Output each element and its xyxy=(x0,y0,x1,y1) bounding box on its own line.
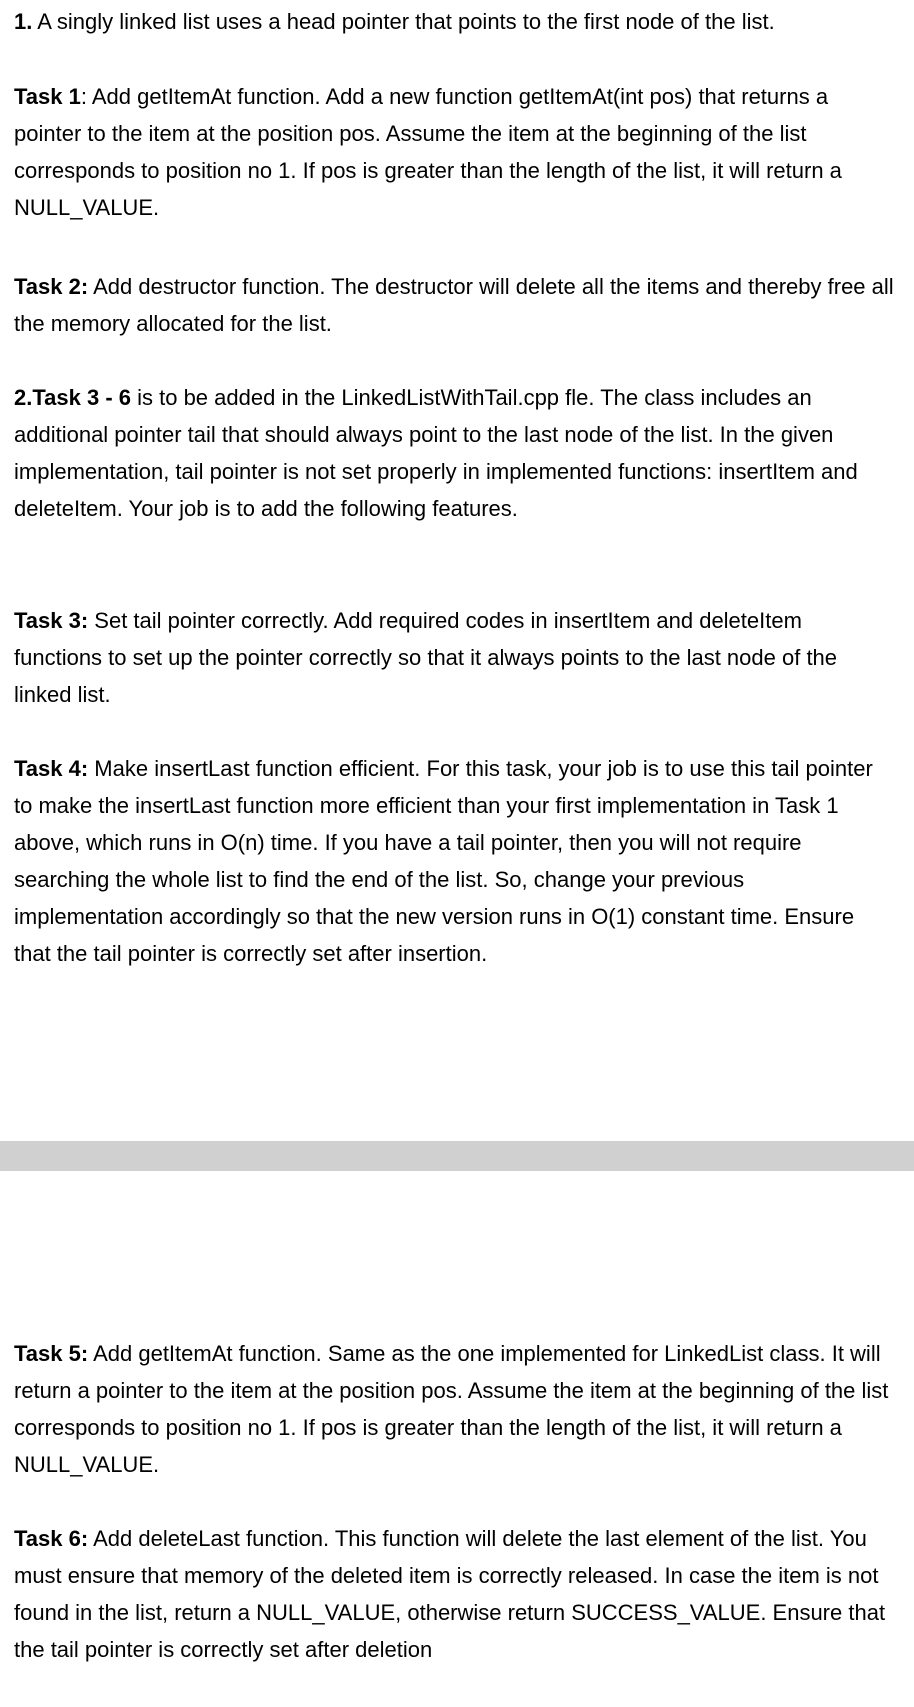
page-divider xyxy=(0,1141,914,1171)
paragraph xyxy=(14,268,894,342)
task-4 xyxy=(14,750,894,972)
paragraph xyxy=(14,379,894,527)
task-3 xyxy=(14,602,894,713)
paragraph-text: Set tail pointer correctly. Add required codes in insertItem and deleteItem functions to set up the pointer correctly so that it always points to the last node of the linked list. xyxy=(14,608,838,707)
paragraph-text: Add getItemAt function. Same as the one implemented for LinkedList class. It will return a pointer to the item at the position pos. Assume the item at the beginning of the list corresponds to position no 1. If pos is greater than the length of the list, it will return a NULL_VALUE. xyxy=(14,1341,889,1477)
paragraph xyxy=(14,750,894,972)
section-2-intro xyxy=(14,379,894,527)
paragraph xyxy=(14,3,894,40)
paragraph-text: is to be added in the LinkedListWithTail.cpp fle. The class includes an additional pointer tail that should always point to the last node of the list. In the given implementation, tail pointer is not set properly in implemented functions: insertItem and deleteItem. Your job is to add the following features. xyxy=(14,385,858,521)
section-label: 2.Task 3 - 6 xyxy=(14,385,131,410)
paragraph-text: : Add getItemAt function. Add a new function getItemAt(int pos) that returns a pointer to the item at the position pos. Assume the item at the beginning of the list corresponds to position no 1. If pos is greater than the length of the list, it will return a NULL_VALUE. xyxy=(14,84,842,220)
section-number: 1. xyxy=(14,9,33,34)
task-label: Task 5: xyxy=(14,1341,89,1366)
task-label: Task 4: xyxy=(14,756,89,781)
task-label: Task 3: xyxy=(14,608,89,633)
task-6 xyxy=(14,1520,894,1668)
paragraph-text: Add destructor function. The destructor will delete all the items and thereby free all the memory allocated for the list. xyxy=(14,274,894,336)
paragraph-text: Make insertLast function efficient. For this task, your job is to use this tail pointer to make the insertLast function more efficient than your first implementation in Task 1 above, which runs in O(n) time. If you have a tail pointer, then you will not require searching the whole list to find the end of the list. So, change your previous implementation accordingly so that the new version runs in O(1) constant time. Ensure that the tail pointer is correctly set after insertion. xyxy=(14,756,873,966)
section-1-intro xyxy=(14,3,894,40)
task-label: Task 1 xyxy=(14,84,81,109)
task-label: Task 6: xyxy=(14,1526,89,1551)
paragraph xyxy=(14,1335,894,1483)
paragraph-text: Add deleteLast function. This function will delete the last element of the list. You must ensure that memory of the deleted item is correctly released. In case the item is not found in the list, return a NULL_VALUE, otherwise return SUCCESS_VALUE. Ensure that the tail pointer is correctly set after deletion xyxy=(14,1526,886,1662)
paragraph-text: A singly linked list uses a head pointer that points to the first node of the list. xyxy=(32,9,775,34)
paragraph xyxy=(14,78,894,226)
task-2 xyxy=(14,268,894,342)
paragraph xyxy=(14,602,894,713)
task-label: Task 2: xyxy=(14,274,89,299)
paragraph xyxy=(14,1520,894,1668)
task-5 xyxy=(14,1335,894,1483)
task-1 xyxy=(14,78,894,226)
